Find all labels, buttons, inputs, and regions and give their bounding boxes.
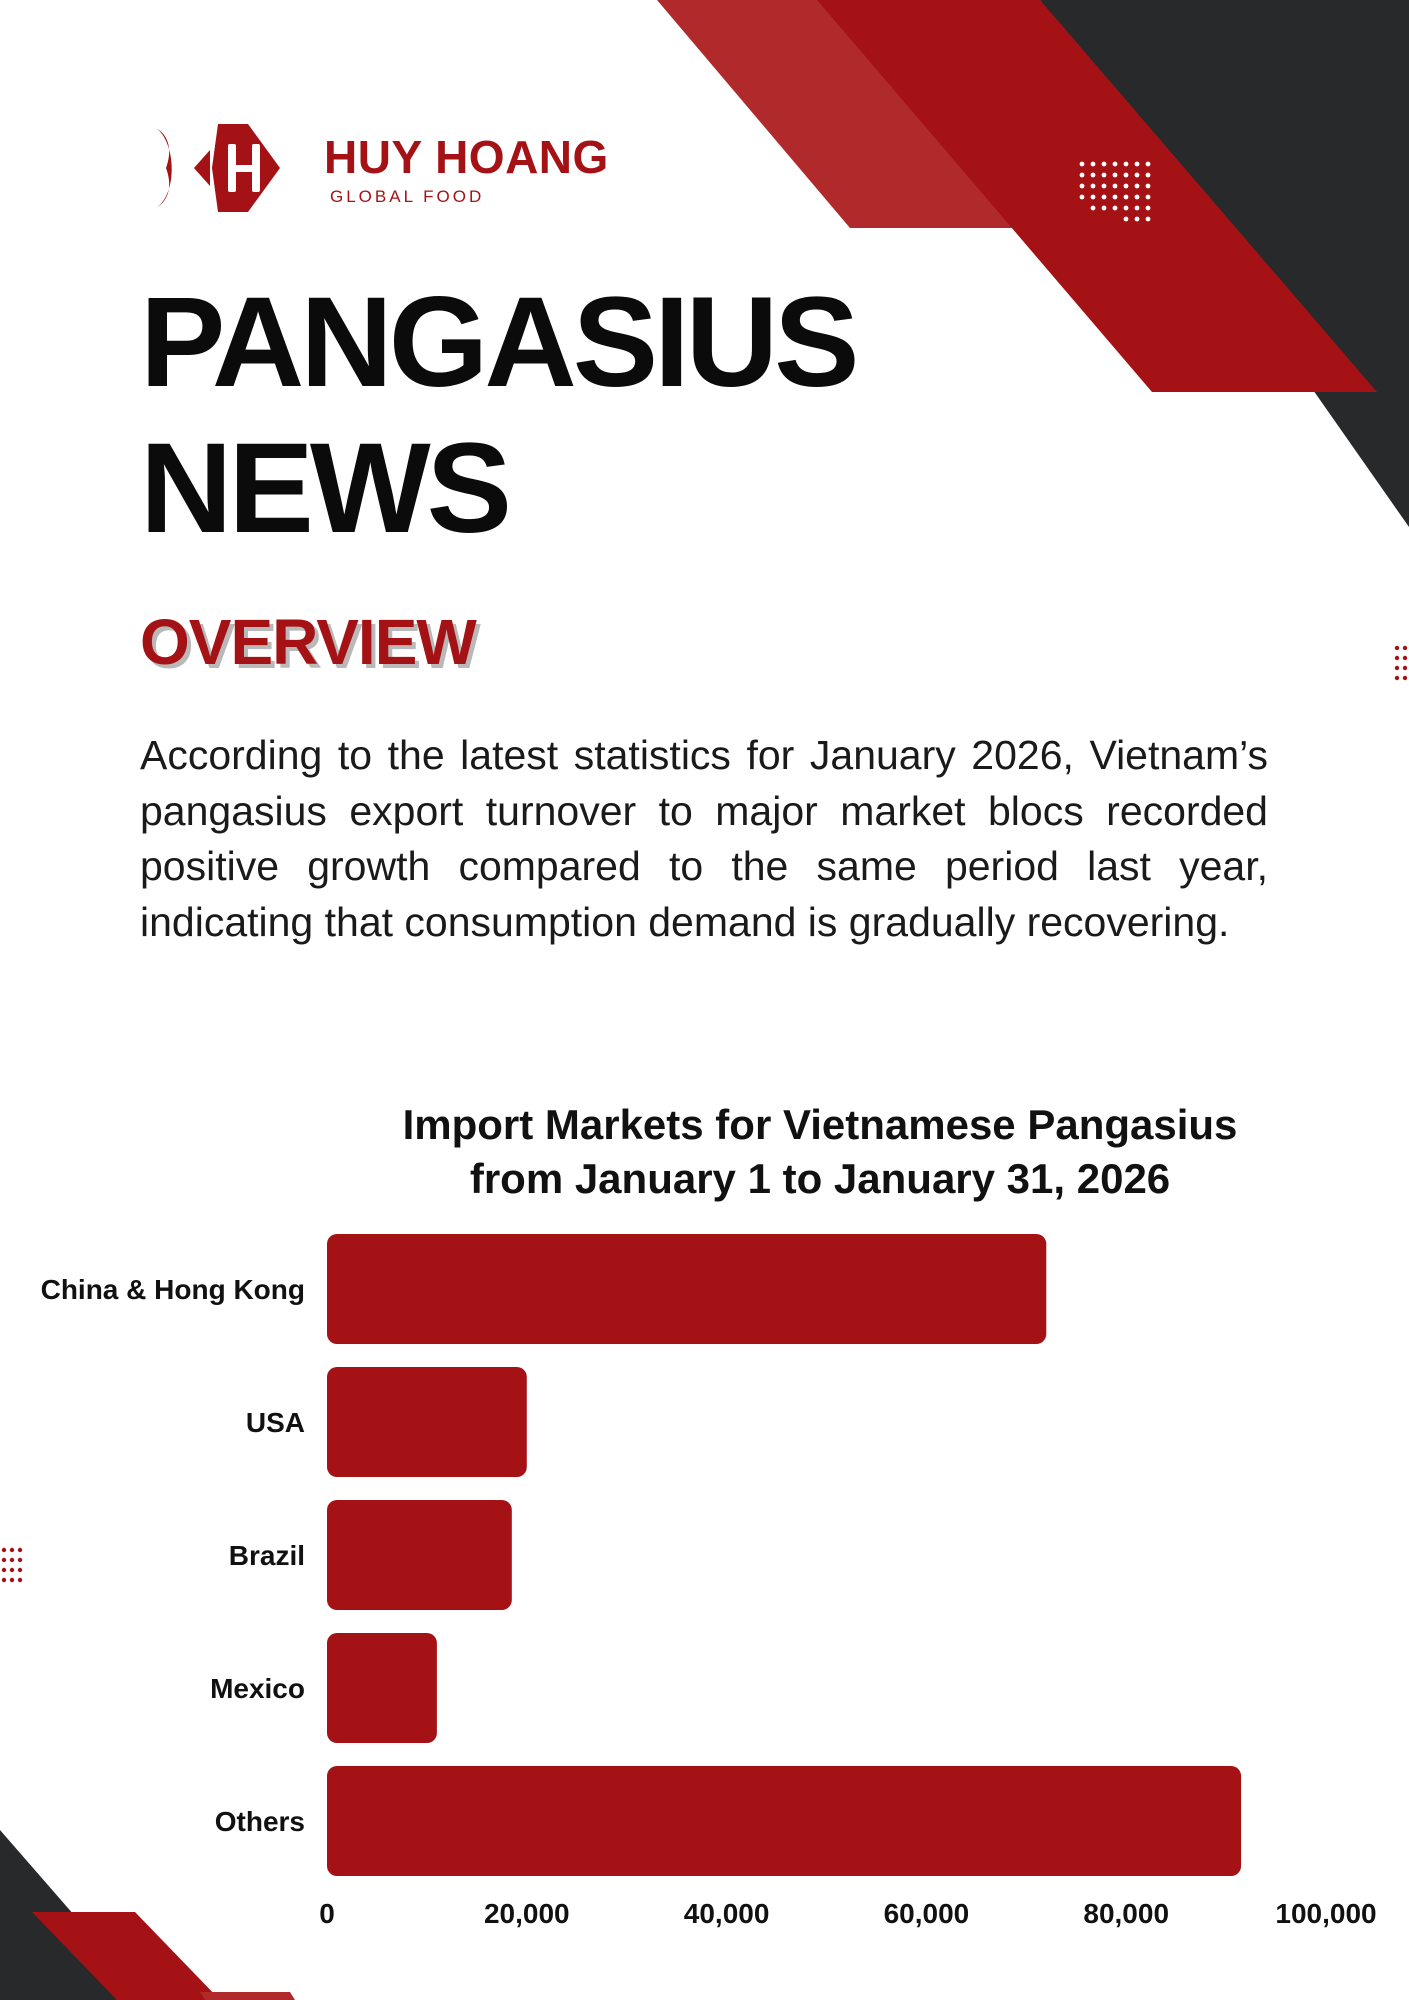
brand-name: HUY HOANG — [324, 131, 609, 183]
page-title-line-1: PANGASIUS — [140, 271, 856, 414]
page-title — [140, 270, 856, 562]
bar-brazil — [327, 1500, 512, 1610]
chart-title-line-1: Import Markets for Vietnamese Pangasius — [402, 1101, 1238, 1148]
brand-logo — [148, 118, 618, 218]
category-label-usa: USA — [245, 1407, 305, 1438]
category-label-china-hong-kong: China & Hong Kong — [40, 1274, 305, 1305]
brand-tagline: GLOBAL FOOD — [330, 187, 485, 206]
category-label-mexico: Mexico — [210, 1673, 305, 1704]
overview-heading: OVERVIEW — [140, 606, 476, 678]
page-title-line-2: NEWS — [140, 417, 508, 560]
bar-mexico — [327, 1633, 437, 1743]
x-tick-label: 20,000 — [483, 1898, 570, 1929]
x-tick-label: 100,000 — [1275, 1898, 1377, 1929]
bar-usa — [327, 1367, 527, 1477]
bar-china-hong-kong — [327, 1234, 1046, 1344]
x-tick-label: 60,000 — [883, 1898, 970, 1929]
category-label-brazil: Brazil — [228, 1540, 305, 1571]
chart-title-line-2: from January 1 to January 31, 2026 — [469, 1155, 1171, 1202]
chart-title — [320, 1098, 1320, 1206]
x-tick-label: 40,000 — [683, 1898, 770, 1929]
bar-chart — [0, 1210, 1409, 1929]
fish-logo-icon — [148, 120, 288, 216]
category-label-others: Others — [214, 1806, 305, 1837]
dot-pattern-right — [1395, 646, 1407, 680]
bottom-left-light-red-stripe — [200, 1992, 295, 2000]
x-tick-label: 0 — [319, 1898, 335, 1929]
x-tick-label: 80,000 — [1083, 1898, 1170, 1929]
overview-paragraph: According to the latest statistics for January 2026, Vietnam’s pangasius export turnover to major market blocs recorded positive growth compared to the same period last year, indicating that consumption demand is gradually recovering. — [140, 732, 1268, 945]
bar-others — [327, 1766, 1241, 1876]
